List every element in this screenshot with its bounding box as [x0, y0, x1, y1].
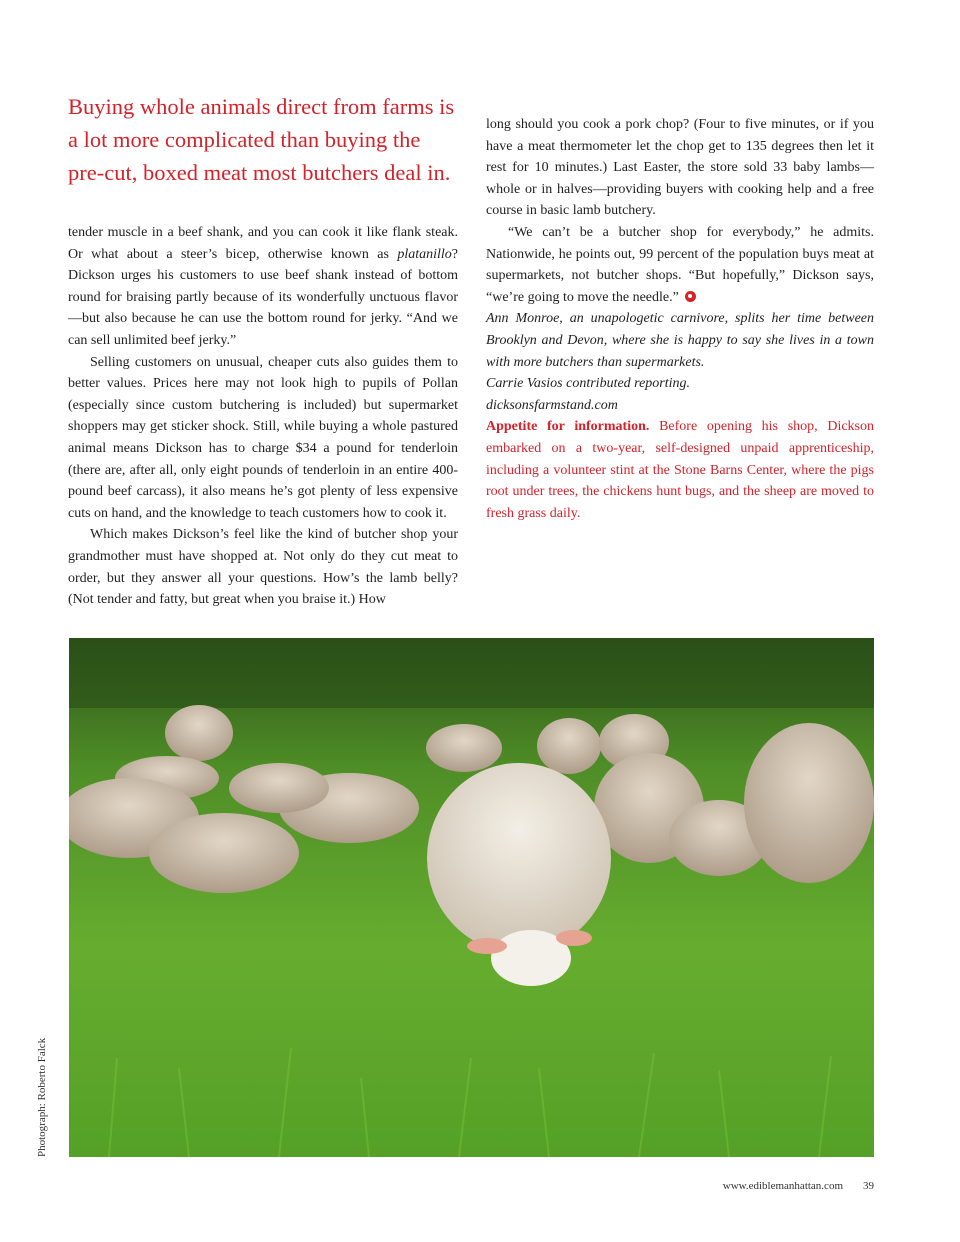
author-bio: Ann Monroe, an unapologetic carnivore, splits her time between Brooklyn and Devon, where she is happy to say she lives in a town with more butchers than supermarkets.	[486, 311, 874, 370]
text-run: ? Dickson urges his customers to use beef shank instead of bottom round for braising partly because of its wonderfully unctuous flavor—but also because he can use the bottom round for jerky. “And we can sell unlimited beef jerky.”	[68, 246, 458, 348]
article-column-right	[486, 114, 874, 524]
article-paragraph	[68, 222, 458, 352]
article-column-left	[68, 222, 458, 611]
end-of-article-icon	[685, 291, 696, 302]
sidebar-heading: Appetite for information.	[486, 419, 650, 435]
sidebar-note	[486, 416, 874, 524]
reporting-credit: Carrie Vasios contributed reporting.	[486, 376, 691, 392]
text-run: tender muscle in a beef shank, and you can cook it like flank steak. Or what about a steer’s bicep, otherwise known as	[68, 225, 458, 262]
footer-website[interactable]: www.ediblemanhattan.com	[722, 1180, 843, 1192]
text-run: “We can’t be a butcher shop for everybody,” he admits. Nationwide, he points out, 99 percent of the population buys meat at supermarkets, not butcher shops. “But hopefully,” Dickson says, “we’re going to move the needle.”	[486, 224, 874, 305]
page-footer	[723, 1180, 874, 1192]
italic-term: platanillo	[397, 246, 452, 262]
page-number: 39	[863, 1180, 874, 1192]
article-paragraph	[486, 222, 874, 308]
article-paragraph: long should you cook a pork chop? (Four to five minutes, or if you have a meat thermometer let the chop get to 135 degrees then let it rest for 10 minutes.) Last Easter, the store sold 33 baby lambs—whole or in halves—providing buyers with cooking help and a free course in basic lamb butchery.	[486, 117, 874, 219]
pull-quote: Buying whole animals direct from farms is a lot more complicated than buying the pre-cut, boxed meat most butchers deal in.	[68, 94, 455, 185]
sidebar-text: Before opening his shop, Dickson embarked on a two-year, self-designed unpaid apprenticeship, including a volunteer stint at the Stone Barns Center, where the pigs root under trees, the chickens hunt bugs, and the sheep are moved to fresh grass daily.	[486, 419, 875, 521]
photo-credit: Photograph: Roberto Falck	[36, 1037, 48, 1157]
article-paragraph: Selling customers on unusual, cheaper cuts also guides them to better values. Prices here may not look high to pupils of Pollan (especially since custom butchering is included) but supermarket shoppers may get sticker shock. Still, while buying a whole pastured animal means Dickson has to charge $34 a pound for tenderloin (there are, after all, only eight pounds of tenderloin in an entire 400-pound beef carcass), it also means he’s got plenty of less expensive cuts on hand, and the knowledge to teach customers how to cook it.	[68, 354, 458, 521]
photo-illustration	[69, 638, 874, 1157]
sheep-grazing-photo	[69, 638, 874, 1157]
article-paragraph: Which makes Dickson’s feel like the kind of butcher shop your grandmother must have shopped at. Not only do they cut meat to order, but they answer all your questions. How’s the lamb belly? (Not tender and fatty, but great when you braise it.) How	[68, 527, 458, 608]
website-link[interactable]: dicksonsfarmstand.com	[486, 397, 618, 413]
